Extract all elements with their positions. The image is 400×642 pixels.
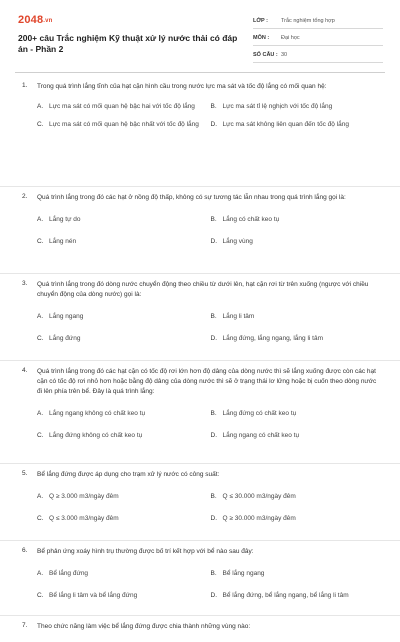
question-text: Bể phản ứng xoáy hình trụ thường được bố trí kết hợp với bể nào sau đây: (37, 548, 254, 555)
question-item (0, 616, 400, 642)
option-letter: D. (210, 238, 217, 245)
question-number: 6. (22, 547, 28, 554)
option-a[interactable] (37, 215, 205, 224)
option-letter: B. (210, 216, 217, 223)
question-number: 4. (22, 367, 28, 374)
option-text: Bể lắng đứng, bể lắng ngang, bể lắng li tâm (222, 592, 349, 599)
option-letter: B. (210, 103, 217, 110)
option-letter: A. (37, 103, 44, 110)
option-d[interactable] (211, 591, 379, 600)
option-text: Bể lắng li tâm và bể lắng đứng (49, 592, 138, 599)
site-logo[interactable] (18, 14, 53, 26)
option-letter: B. (210, 313, 217, 320)
option-letter: A. (37, 216, 44, 223)
option-text: Lắng ngang không có chất keo tụ (49, 410, 146, 417)
options-grid (37, 102, 378, 129)
option-letter: C. (37, 592, 44, 599)
option-d[interactable] (211, 514, 379, 523)
question-text: Theo chức năng làm việc bể lắng đứng được chia thành những vùng nào: (37, 623, 251, 630)
option-letter: A. (37, 570, 44, 577)
question-item (0, 464, 400, 541)
question-item (0, 78, 400, 187)
option-b[interactable] (211, 492, 379, 501)
option-text: Lắng đứng có chất keo tụ (222, 410, 297, 417)
option-letter: A. (37, 493, 44, 500)
option-letter: C. (37, 121, 44, 128)
option-text: Bể lắng đứng (49, 570, 89, 577)
meta-label: MÔN : (253, 35, 270, 41)
option-c[interactable] (37, 591, 205, 600)
option-letter: B. (210, 410, 217, 417)
option-letter: B. (210, 570, 217, 577)
option-text: Q ≤ 3.000 m3/ngày đêm (49, 515, 119, 522)
question-item (0, 361, 400, 464)
question-text: Bể lắng đứng được áp dụng cho trạm xử lý nước có công suất: (37, 471, 220, 478)
option-letter: A. (37, 410, 44, 417)
option-text: Bể lắng ngang (222, 570, 265, 577)
option-text: Q ≥ 3.000 m3/ngày đêm (49, 493, 119, 500)
meta-row-class (253, 14, 383, 29)
option-letter: D. (210, 432, 217, 439)
option-b[interactable] (211, 215, 379, 224)
question-list (0, 78, 400, 642)
option-text: Lắng nén (49, 238, 77, 245)
logo-tld-text: .vn (43, 18, 53, 24)
option-text: Lực ma sát có mối quan hệ bậc hai với tốc độ lắng (49, 103, 195, 110)
question-number: 5. (22, 470, 28, 477)
meta-value: Trắc nghiệm tổng hợp (281, 18, 335, 24)
options-grid (37, 312, 378, 343)
option-text: Lắng có chất keo tụ (222, 216, 280, 223)
option-letter: D. (210, 121, 217, 128)
option-letter: C. (37, 515, 44, 522)
option-text: Lắng đứng (49, 335, 81, 342)
option-text: Lực ma sát có mối quan hệ bậc nhất với tốc độ lắng (49, 121, 199, 128)
meta-row-subject (253, 31, 383, 46)
question-number: 3. (22, 280, 28, 287)
logo-main-text: 2048 (18, 14, 44, 26)
meta-row-count (253, 48, 383, 63)
option-letter: D. (210, 515, 217, 522)
meta-label: LỚP : (253, 18, 268, 24)
option-text: Lực ma sát tỉ lệ nghịch với tốc độ lắng (222, 103, 333, 110)
meta-value: Đại học (281, 35, 300, 41)
option-a[interactable] (37, 569, 205, 578)
option-d[interactable] (211, 334, 379, 343)
header-divider (15, 72, 385, 73)
option-text: Q ≤ 30.000 m3/ngày đêm (222, 493, 296, 500)
option-text: Lắng vùng (222, 238, 253, 245)
question-text: Quá trình lắng trong đó các hạt cặn có tốc độ rơi lớn hơn độ dâng của dòng nước thì sẽ lắng xuống được còn các hạt cặn có tốc độ rơi nhỏ hơn hoặc bằng độ dâng của dòng nước thì sẽ ở trạng thái lơ lửng hoặc bị cuốn theo dòng nước đi lên phía trên bể. Đây là quá trình lắng: (37, 368, 377, 395)
option-b[interactable] (211, 409, 379, 418)
option-a[interactable] (37, 102, 205, 111)
option-c[interactable] (37, 237, 205, 246)
options-grid (37, 409, 378, 440)
question-number: 2. (22, 193, 28, 200)
option-text: Lực ma sát không liên quan đến tốc độ lắng (222, 121, 349, 128)
option-letter: D. (210, 335, 217, 342)
meta-label: SỐ CÂU : (253, 52, 278, 58)
option-text: Q ≥ 30.000 m3/ngày đêm (222, 515, 296, 522)
option-c[interactable] (37, 431, 205, 440)
option-letter: C. (37, 238, 44, 245)
option-c[interactable] (37, 514, 205, 523)
option-d[interactable] (211, 431, 379, 440)
option-a[interactable] (37, 409, 205, 418)
option-text: Lắng đứng, lắng ngang, lắng li tâm (222, 335, 323, 342)
options-grid (37, 569, 378, 600)
option-letter: C. (37, 335, 44, 342)
question-item (0, 187, 400, 274)
question-item (0, 274, 400, 361)
option-text: Lắng li tâm (222, 313, 255, 320)
option-text: Lắng tự do (49, 216, 81, 223)
meta-value: 30 (281, 52, 288, 58)
option-c[interactable] (37, 334, 205, 343)
question-item (0, 541, 400, 616)
option-b[interactable] (211, 312, 379, 321)
page-header (0, 0, 400, 70)
document-title: 200+ câu Trắc nghiệm Kỹ thuật xử lý nước thải có đáp án - Phần 2 (18, 33, 238, 54)
option-c[interactable] (37, 120, 205, 129)
options-grid (37, 492, 378, 523)
option-letter: D. (210, 592, 217, 599)
question-text: Quá trình lắng trong đó các hạt ở nồng độ thấp, không có sự tương tác lẫn nhau trong quá trình lắng gọi là: (37, 194, 346, 201)
question-number: 7. (22, 622, 28, 629)
options-grid (37, 215, 378, 246)
meta-info (253, 14, 383, 65)
option-d[interactable] (211, 237, 379, 246)
option-a[interactable] (37, 492, 205, 501)
option-letter: C. (37, 432, 44, 439)
option-b[interactable] (211, 102, 379, 111)
option-b[interactable] (211, 569, 379, 578)
question-text: Trong quá trình lắng tĩnh của hạt cặn hình cầu trong nước lực ma sát và tốc độ lắng có mối quan hệ: (37, 83, 327, 90)
option-letter: A. (37, 313, 44, 320)
option-d[interactable] (211, 120, 379, 129)
option-letter: B. (210, 493, 217, 500)
option-text: Lắng ngang (49, 313, 84, 320)
question-number: 1. (22, 82, 28, 89)
option-text: Lắng đứng không có chất keo tụ (49, 432, 143, 439)
option-text: Lắng ngang có chất keo tụ (222, 432, 300, 439)
question-text: Quá trình lắng trong đó dòng nước chuyển động theo chiều từ dưới lên, hạt cặn rơi từ trên xuống (ngược với chiều chuyển động của dòng nước) gọi là: (37, 281, 369, 298)
option-a[interactable] (37, 312, 205, 321)
